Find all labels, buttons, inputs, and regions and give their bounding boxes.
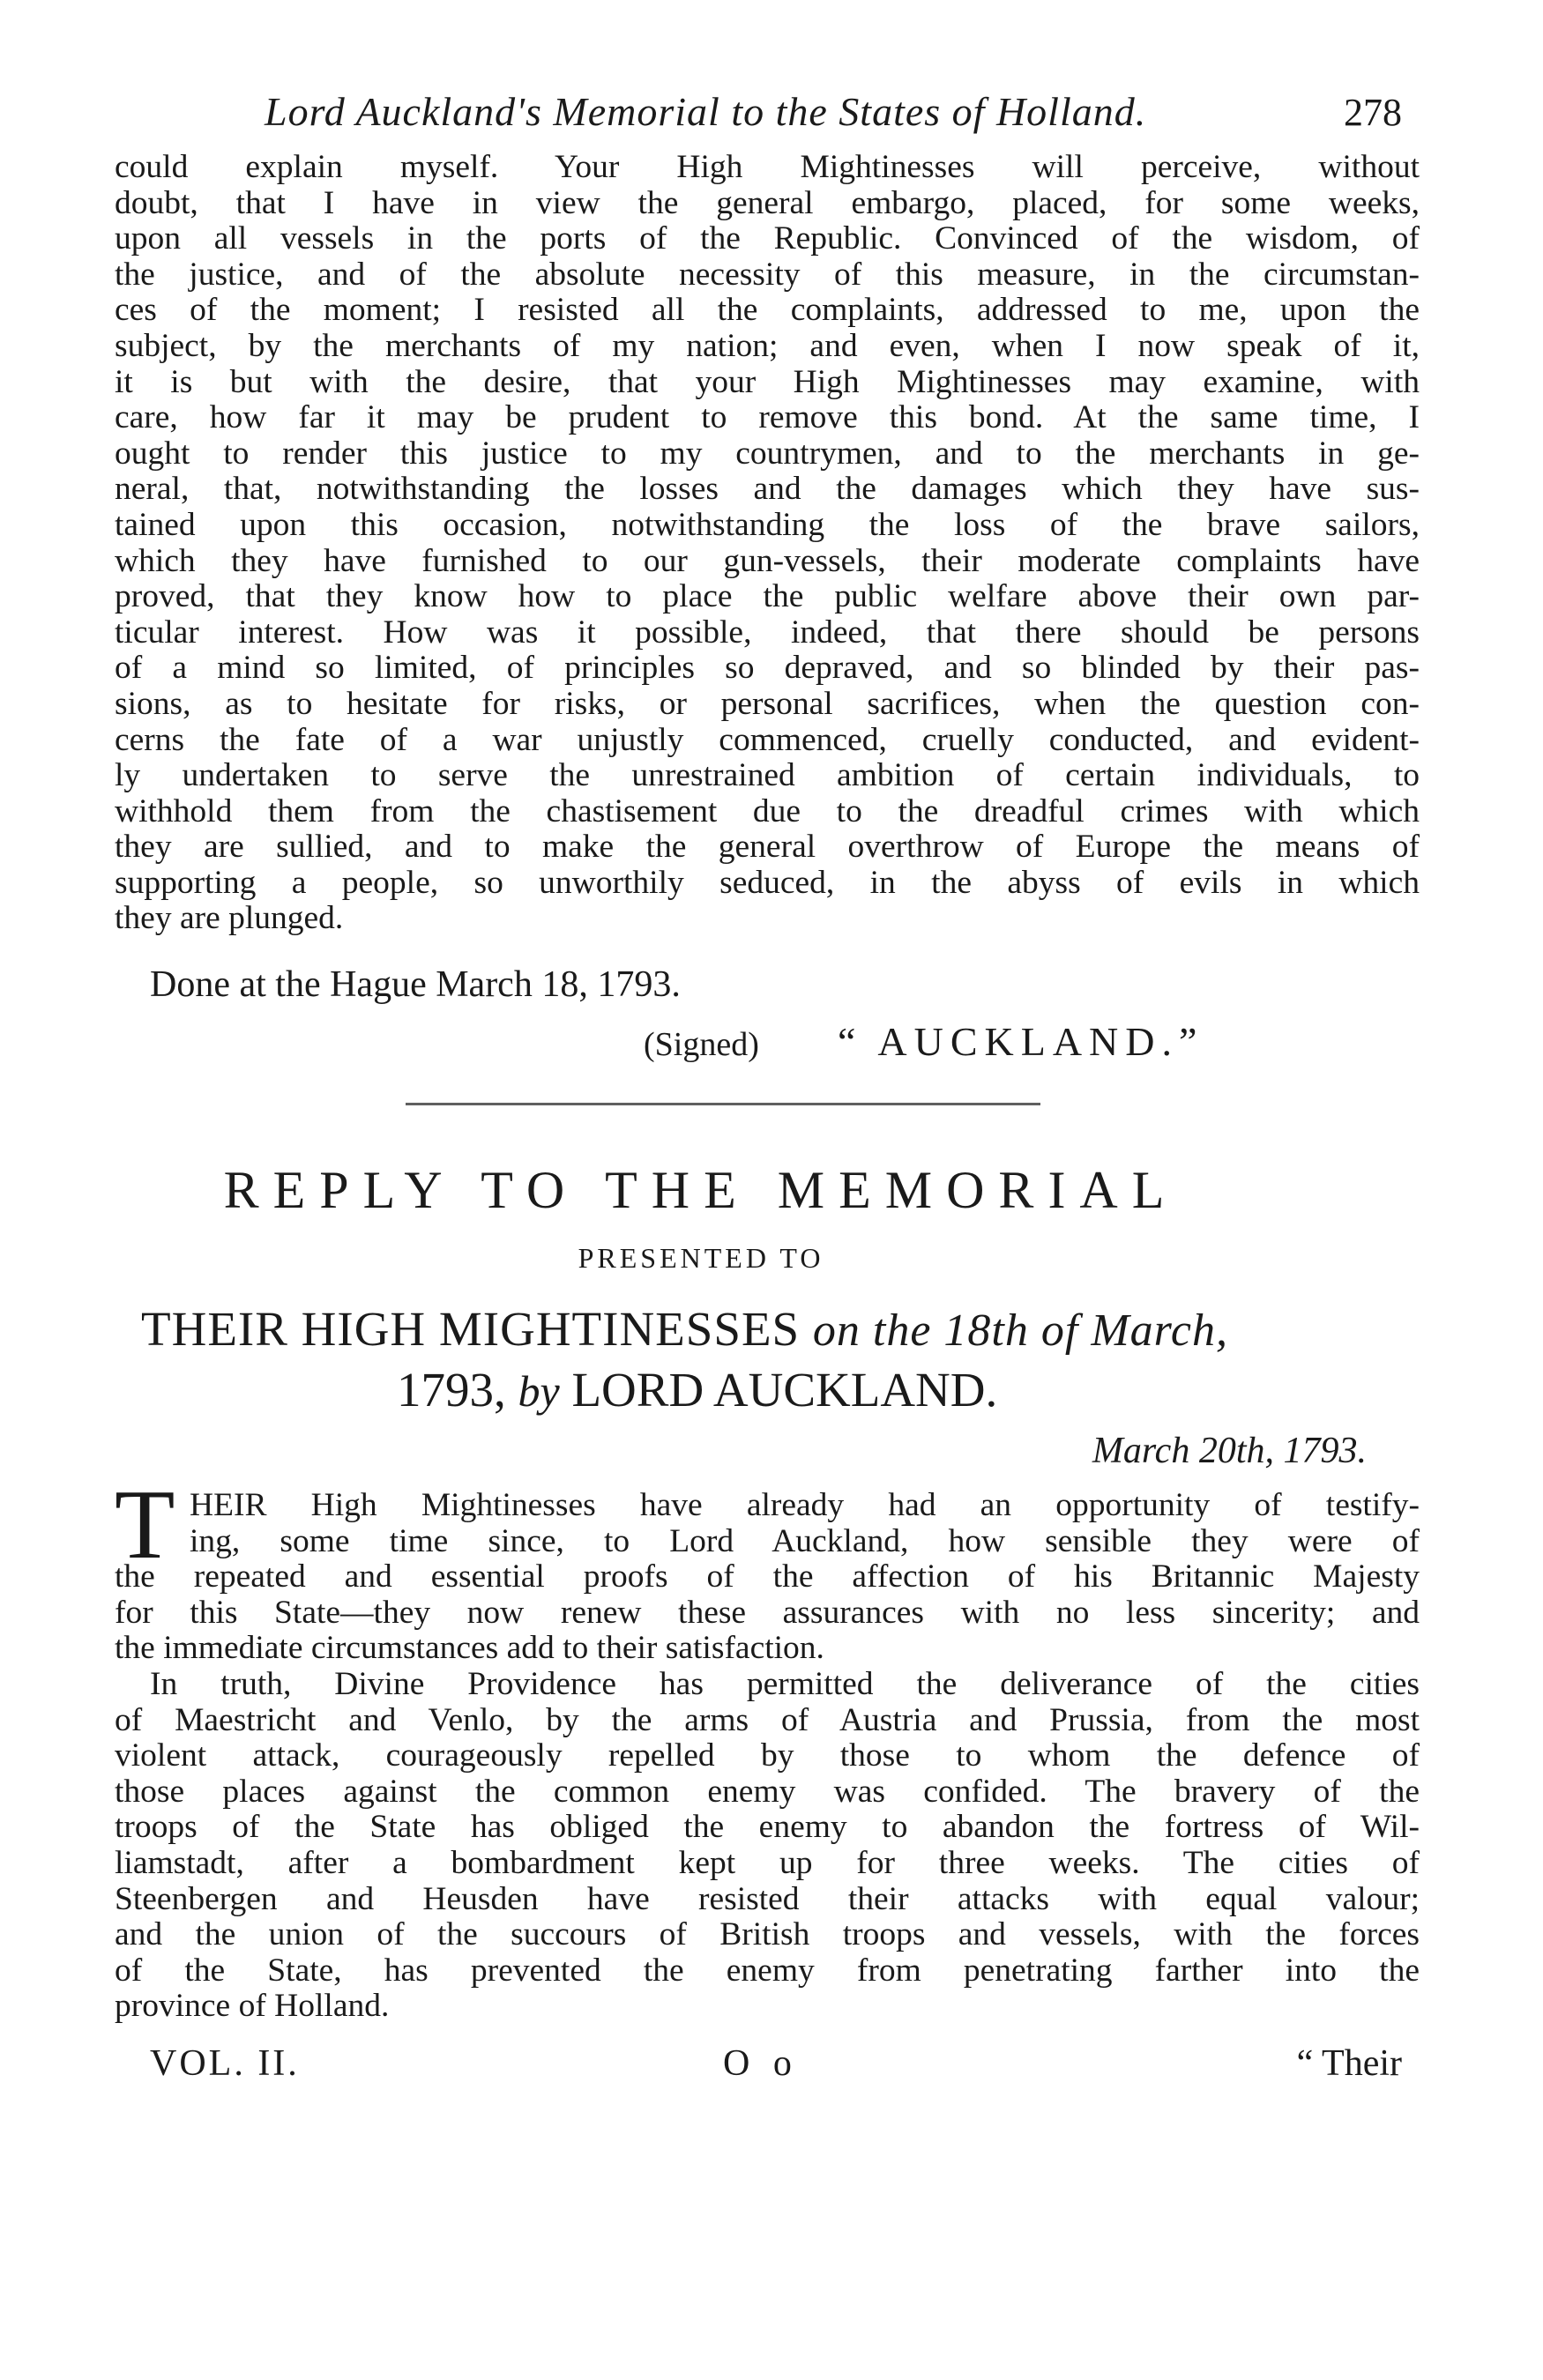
text-line: of the State, has prevented the enemy from penetrating farther into the — [115, 1952, 1420, 1989]
page-footer — [115, 2037, 1420, 2090]
text-line: supporting a people, so unworthily seduced, in the abyss of evils in which — [115, 864, 1420, 901]
text-line: of a mind so limited, of principles so depraved, and so blinded by their pas- — [115, 650, 1420, 687]
text-line: province of Holland. — [115, 1988, 390, 2025]
text-line: HEIR High Mightinesses have already had an opportunity of testify- — [190, 1487, 1420, 1524]
text-line: sions, as to hesitate for risks, or personal sacrifices, when the question con- — [115, 685, 1420, 722]
text-line: tained upon this occasion, notwithstanding the loss of the brave sailors, — [115, 506, 1420, 543]
reply-paragraph-2 — [115, 1667, 1420, 2025]
title-author: LORD AUCKLAND. — [571, 1363, 998, 1417]
text-line: ly undertaken to serve the unrestrained ambition of certain individuals, to — [115, 757, 1420, 794]
text-line: liamstadt, after a bombardment kept up for three weeks. The cities of — [115, 1845, 1420, 1881]
signature-mark: O o — [723, 2042, 799, 2084]
text-line: ing, some time since, to Lord Auckland, how sensible they were of — [190, 1522, 1420, 1559]
text-line: doubt, that I have in view the general embargo, placed, for some weeks, — [115, 184, 1420, 221]
text-line: of Maestricht and Venlo, by the arms of Austria and Prussia, from the most — [115, 1701, 1420, 1738]
reply-addressee — [115, 1301, 1420, 1357]
title-year: 1793, — [397, 1363, 506, 1417]
signed-label: (Signed) — [644, 1026, 759, 1064]
page-number: 278 — [1344, 91, 1402, 134]
text-line: those places against the common enemy was confided. The bravery of the — [115, 1773, 1420, 1810]
reply-date: March 20th, 1793. — [1092, 1431, 1367, 1472]
text-line: In truth, Divine Providence has permitted the deliverance of the cities — [150, 1666, 1420, 1703]
text-line: which they have furnished to our gun-vessels, their moderate complaints have — [115, 542, 1420, 579]
text-line: troops of the State has obliged the enemy to abandon the fortress of Wil- — [115, 1809, 1420, 1846]
text-line: for this State—they now renew these assurances with no less sincerity; and — [115, 1594, 1420, 1631]
volume-label: VOL. II. — [150, 2042, 300, 2084]
memorial-dateline: Done at the Hague March 18, 1793. — [150, 964, 681, 1006]
signature-block — [115, 1018, 1420, 1071]
text-line: ces of the moment; I resisted all the complaints, addressed to me, upon the — [115, 292, 1420, 329]
text-line: could explain myself. Your High Mightinesses will perceive, without — [115, 149, 1420, 185]
text-line: they are sullied, and to make the general overthrow of Europe the means of — [115, 829, 1420, 866]
running-head — [115, 88, 1420, 150]
reply-subtitle: PRESENTED TO — [578, 1242, 824, 1275]
reply-author-line — [115, 1362, 1420, 1417]
text-line: neral, that, notwithstanding the losses and the damages which they have sus- — [115, 471, 1420, 508]
text-line: subject, by the merchants of my nation; and even, when I now speak of it, — [115, 327, 1420, 364]
text-line: withhold them from the chastisement due to the dreadful crimes with which — [115, 792, 1420, 829]
addressee-date: on the 18th of March, — [812, 1305, 1229, 1357]
text-line: the immediate circumstances add to their satisfaction. — [115, 1630, 824, 1667]
text-line: violent attack, courageously repelled by those to whom the defence of — [115, 1737, 1420, 1774]
text-line: the justice, and of the absolute necessity of this measure, in the circumstan- — [115, 256, 1420, 293]
catchword: “ Their — [1296, 2042, 1402, 2084]
text-line: cerns the fate of a war unjustly commenced, cruelly conducted, and evident- — [115, 721, 1420, 758]
memorial-closing-paragraph — [115, 150, 1420, 937]
text-line: ought to render this justice to my countrymen, and to the merchants in ge- — [115, 435, 1420, 472]
text-line: ticular interest. How was it possible, indeed, that there should be persons — [115, 614, 1420, 651]
reply-paragraph-1 — [115, 1470, 1420, 1667]
signature: “ AUCKLAND.” — [838, 1019, 1204, 1065]
title-by: by — [518, 1366, 560, 1417]
addressee-caps: THEIR HIGH MIGHTINESSES — [141, 1302, 801, 1357]
reply-title: REPLY TO THE MEMORIAL — [223, 1161, 1179, 1220]
running-title: Lord Auckland's Memorial to the States of Holland. — [265, 89, 1147, 134]
section-divider — [406, 1103, 1040, 1105]
text-line: care, how far it may be prudent to remove this bond. At the same time, I — [115, 399, 1420, 436]
drop-cap: T — [115, 1470, 175, 1580]
text-line: the repeated and essential proofs of the affection of his Britannic Majesty — [115, 1558, 1420, 1595]
text-line: Steenbergen and Heusden have resisted their attacks with equal valour; — [115, 1880, 1420, 1917]
text-line: they are plunged. — [115, 900, 344, 937]
text-line: upon all vessels in the ports of the Republic. Convinced of the wisdom, of — [115, 220, 1420, 257]
page — [115, 88, 1420, 2345]
text-line: and the union of the succours of British troops and vessels, with the forces — [115, 1916, 1420, 1953]
text-line: proved, that they know how to place the public welfare above their own par- — [115, 578, 1420, 615]
text-line: it is but with the desire, that your High Mightinesses may examine, with — [115, 363, 1420, 400]
